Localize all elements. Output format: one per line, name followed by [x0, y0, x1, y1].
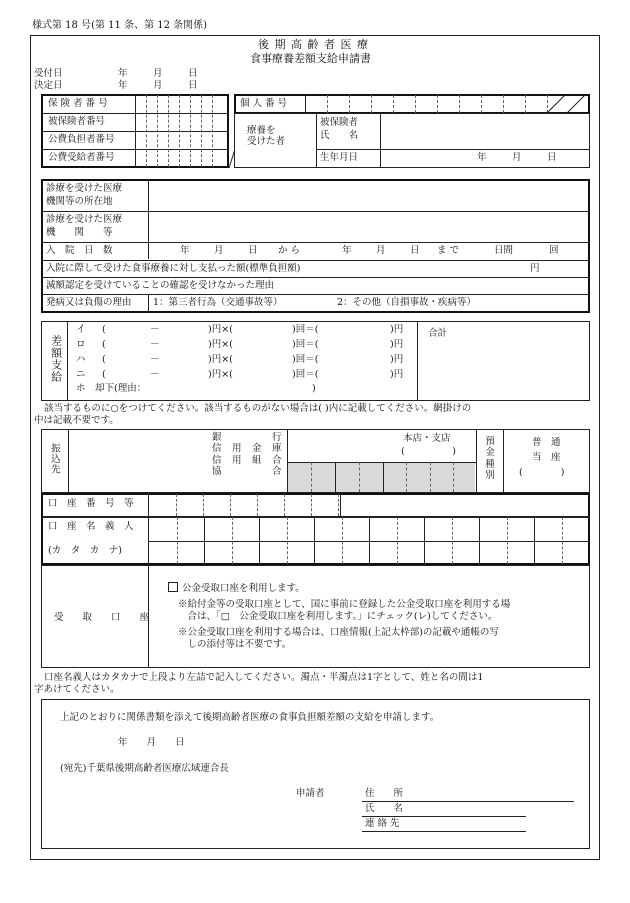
- difference-row-2-e: )円: [390, 339, 404, 350]
- difference-row-2-b: －: [150, 339, 160, 350]
- applicant-label: 申請者: [296, 788, 325, 799]
- treated-person-label: 療養を 受けた者: [247, 125, 286, 147]
- personal-number-label: 個 人 番 号: [240, 98, 288, 109]
- futsu-label: 普 通: [532, 437, 561, 448]
- note-1-line-1: 該当するものに○をつけてください。該当するものがない場合は( )内に記載してください。網掛けの: [44, 403, 472, 414]
- cause-option-1: 1：第三者行為（交通事故等）: [153, 297, 283, 308]
- receipt-year: 年: [118, 68, 128, 79]
- account-cell-divider: [177, 517, 178, 564]
- public-note-2-line-2: しの添付等は不要です。: [178, 639, 292, 650]
- account-cell-divider: [342, 517, 343, 564]
- difference-row-4-e: )円: [390, 369, 404, 380]
- insurer-number-label: 保 険 者 番 号: [48, 98, 108, 109]
- bank-col-3: 金 組: [252, 443, 262, 466]
- difference-row-3-d: )回＝(: [292, 354, 319, 365]
- paid-amount-label: 入院に際して受けた食事療養に対し支払った額(標準負担額): [46, 263, 301, 274]
- contact-label: 連 絡 先: [365, 818, 400, 829]
- account-cell-divider: [479, 517, 480, 564]
- personal-number-slash: [547, 95, 590, 113]
- difference-row-4-b: －: [150, 369, 160, 380]
- difference-row-3-a: (: [102, 354, 106, 365]
- cause-label: 発病又は負傷の理由: [46, 297, 132, 308]
- public-note-1-line-2: 合は、「□ 公金受取口座を利用します。」にチェック(レ)してください。: [178, 611, 498, 622]
- public-account-checkbox[interactable]: [168, 582, 178, 592]
- difference-row-4-c: )円×(: [208, 369, 233, 380]
- account-cell-divider: [284, 494, 285, 516]
- insured-name-label-1: 被保険者: [320, 117, 359, 128]
- bank-code-shaded: [288, 462, 475, 492]
- address-label: 住 所: [365, 788, 404, 799]
- account-cell-divider: [507, 517, 508, 564]
- account-cell-divider: [232, 517, 233, 564]
- facility-address-label-1: 診療を受けた医療: [46, 183, 123, 194]
- paid-amount-yen: 円: [530, 263, 540, 274]
- public-payer-label: 公費負担者番号: [48, 134, 115, 145]
- facility-address-label-2: 機関等の所在地: [46, 196, 113, 207]
- note-2-line-1: 口座名義人はカタカナで上段より左詰で記入してください。濁点・半濁点は1字として、姓と名の間は1: [44, 672, 484, 683]
- reduction-reason-label: 減額認定を受けていることの確認を受けなかった理由: [46, 280, 275, 291]
- difference-row-3-c: )円×(: [208, 354, 233, 365]
- receipt-date-label: 受付日: [34, 68, 63, 79]
- facility-label-2: 機 関 等: [46, 227, 113, 238]
- adm-times: 回: [549, 245, 559, 256]
- birth-year: 年: [477, 152, 487, 163]
- account-holder-label: 口 座 名 義 人: [48, 521, 134, 532]
- difference-row-3-k: ハ: [76, 354, 86, 365]
- personal-number-row: [234, 94, 590, 114]
- note-1-line-2: 中は記載不要です。: [34, 415, 119, 426]
- receipt-month: 月: [153, 68, 163, 79]
- total-label: 合計: [428, 328, 448, 339]
- title-line-1: 後 期 高 齢 者 医 療: [258, 38, 369, 51]
- decision-day: 日: [188, 80, 198, 91]
- difference-row-1-b: －: [150, 324, 160, 335]
- account-cell-divider: [424, 517, 425, 564]
- declaration-text: 上記のとおりに関係書類を添えて後期高齢者医療の食事負担額差額の支給を申請します。: [60, 712, 440, 723]
- bank-col-1: 銀 信 信 協: [212, 432, 222, 478]
- receipt-day: 日: [188, 68, 198, 79]
- difference-row-4-k: ニ: [76, 369, 86, 380]
- branch-paren: ( ): [401, 446, 456, 457]
- public-note-2-line-1: ※公金受取口座を利用する場合は、口座情報(上記太枠部)の記載や通帳の写: [178, 627, 499, 638]
- difference-row-3-e: )円: [390, 354, 404, 365]
- difference-row-1-e: )円: [390, 324, 404, 335]
- patient-block: [234, 113, 590, 168]
- use-public-account-text: 公金受取口座を利用します。: [182, 583, 305, 594]
- difference-row-2-k: ロ: [76, 339, 86, 350]
- deposit-type-label: 預金種別: [485, 436, 495, 482]
- adm-to-day: 日: [410, 245, 420, 256]
- bank-col-2: 用 用: [232, 443, 242, 466]
- toza-label: 当 座: [532, 452, 561, 463]
- deposit-type-paren: ( ): [519, 467, 565, 478]
- adm-days: 日間: [494, 245, 514, 256]
- note-2-line-2: 字あけてください。: [34, 684, 120, 695]
- adm-to-year: 年: [342, 245, 352, 256]
- decision-date-label: 決定日: [34, 80, 63, 91]
- difference-label: 差額支給: [49, 335, 63, 383]
- bank-col-4: 行 庫 合 合: [272, 432, 282, 478]
- account-cell-divider: [338, 494, 339, 516]
- rejection-label: ホ 却下(理由：: [76, 383, 147, 394]
- account-cell-divider: [230, 494, 231, 516]
- name-label: 氏 名: [365, 803, 404, 814]
- branch-label: 本店・支店: [403, 433, 451, 444]
- difference-row-3-b: －: [150, 354, 160, 365]
- account-cell-divider: [369, 517, 370, 564]
- adm-to-month: 月: [376, 245, 386, 256]
- account-holder-kana-label: (カ タ カ ナ): [48, 545, 122, 556]
- form-number: 様式第 18 号(第 11 条、第 12 条関係): [32, 20, 208, 31]
- account-cell-divider: [257, 494, 258, 516]
- title-line-2: 食事療養差額支給申請書: [250, 52, 371, 65]
- difference-row-2-a: (: [102, 339, 106, 350]
- decision-year: 年: [118, 80, 128, 91]
- account-cell-divider: [176, 494, 177, 516]
- adm-from-day: 日: [248, 245, 258, 256]
- account-cell-divider: [204, 517, 205, 564]
- receive-account-label: 受 取 口 座: [54, 612, 150, 623]
- public-note-1-line-1: ※給付金等の受取口座として、国に事前に登録した公金受取口座を利用する場: [178, 599, 511, 610]
- use-public-account-option[interactable]: [168, 582, 305, 595]
- difference-row-1-c: )円×(: [208, 324, 233, 335]
- insured-name-label-2: 氏 名: [320, 130, 359, 141]
- admission-days-label: 入 院 日 数: [46, 245, 113, 256]
- adm-from-month: 月: [214, 245, 224, 256]
- cause-option-2: 2：その他（自損事故・疾病等）: [337, 297, 477, 308]
- decision-month: 月: [153, 80, 163, 91]
- difference-row-1-k: イ: [76, 324, 86, 335]
- application-date: 年 月 日: [118, 737, 185, 748]
- difference-row-1-a: (: [102, 324, 106, 335]
- difference-row-2-d: )回＝(: [292, 339, 319, 350]
- account-cell-divider: [311, 494, 312, 516]
- insured-number-label: 被保険者番号: [48, 116, 106, 127]
- difference-row-4-a: (: [102, 369, 106, 380]
- adm-to: ま で: [437, 245, 460, 256]
- account-number-label: 口 座 番 号 等: [48, 498, 134, 509]
- account-cell-divider: [287, 517, 288, 564]
- birth-month: 月: [512, 152, 522, 163]
- birth-day: 日: [547, 152, 557, 163]
- adm-from: か ら: [278, 245, 301, 256]
- rejection-close: ): [312, 383, 316, 394]
- transfer-label: 振込先: [48, 443, 60, 475]
- account-cell-divider: [259, 517, 260, 564]
- difference-row-2-c: )円×(: [208, 339, 233, 350]
- facility-label-1: 診療を受けた医療: [46, 214, 123, 225]
- account-cell-divider: [203, 494, 204, 516]
- addressee: (宛先)千葉県後期高齢者医療広域連合長: [60, 763, 229, 774]
- account-cell-divider: [534, 517, 535, 564]
- adm-from-year: 年: [180, 245, 190, 256]
- account-cell-divider: [397, 517, 398, 564]
- difference-row-4-d: )回＝(: [292, 369, 319, 380]
- birthdate-label: 生年月日: [320, 152, 359, 163]
- public-recipient-label: 公費受給者番号: [48, 152, 115, 163]
- account-cell-divider: [562, 517, 563, 564]
- account-cell-divider: [314, 517, 315, 564]
- difference-row-1-d: )回＝(: [292, 324, 319, 335]
- account-cell-divider: [452, 517, 453, 564]
